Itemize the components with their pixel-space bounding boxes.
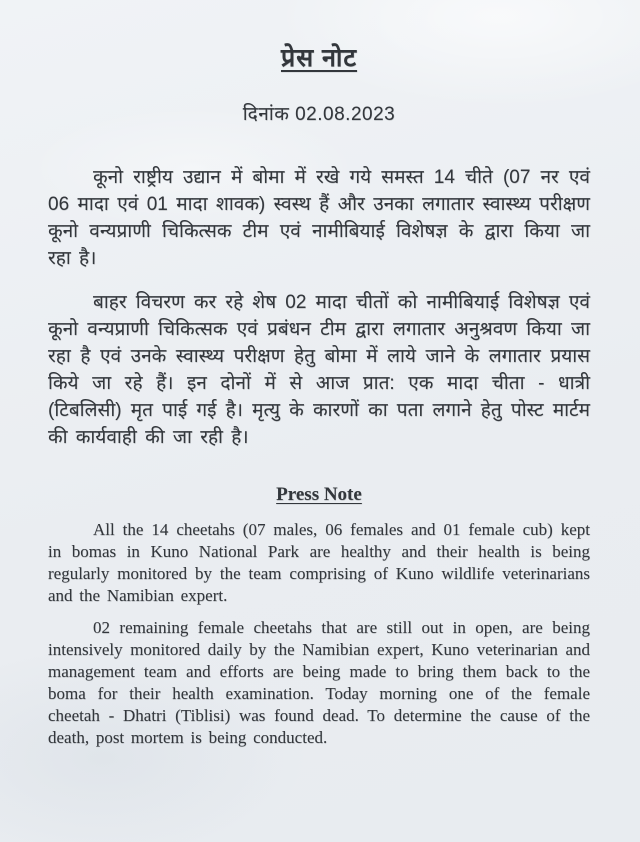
english-paragraph-1: All the 14 cheetahs (07 males, 06 females and 01 female cub) kept in bomas in Kuno National Park are healthy and their health is being regularly monitored by the team comprising of Kuno wildlife veterinarians and the Namibian expert.: [48, 520, 590, 605]
hindi-paragraph-1: कूनो राष्ट्रीय उद्यान में बोमा में रखे गये समस्त 14 चीते (07 नर एवं 06 मादा एवं 01 मादा शावक) स्वस्थ हैं और उनका लगातार स्वास्थ्य परीक्षण कूनो वन्यप्राणी चिकित्सक टीम एवं नामीबियाई विशेषज्ञ के द्वारा किया जा रहा है।: [48, 167, 590, 269]
hindi-paragraph-2: बाहर विचरण कर रहे शेष 02 मादा चीतों को नामीबियाई विशेषज्ञ एवं कूनो वन्यप्राणी चिकित्सक एवं प्रबंधन टीम द्वारा लगातार अनुश्रवण किया जा रहा है एवं उनके स्वास्थ्य परीक्षण हेतु बोमा में लाये जाने के लगातार प्रयास किये जा रहे हैं। इन दोनों में से आज प्रात: एक मादा चीता - धात्री (टिबलिसी) मृत पाई गई है। मृत्यु के कारणों का पता लगाने हेतु पोस्ट मार्टम की कार्यवाही की जा रही है।: [48, 292, 590, 448]
english-paragraph-2: 02 remaining female cheetahs that are still out in open, are being intensively monitored daily by the Namibian expert, Kuno veterinarian and management team and efforts are being made to bring them back to the boma for their health examination. Today morning one of the female cheetah - Dhatri (Tiblisi) was found dead. To determine the cause of the death, post mortem is being conducted.: [48, 618, 590, 747]
document-title-hindi: प्रेस नोट: [280, 44, 358, 72]
date-line: दिनांक 02.08.2023: [242, 104, 396, 125]
english-section-heading: Press Note: [276, 484, 362, 505]
